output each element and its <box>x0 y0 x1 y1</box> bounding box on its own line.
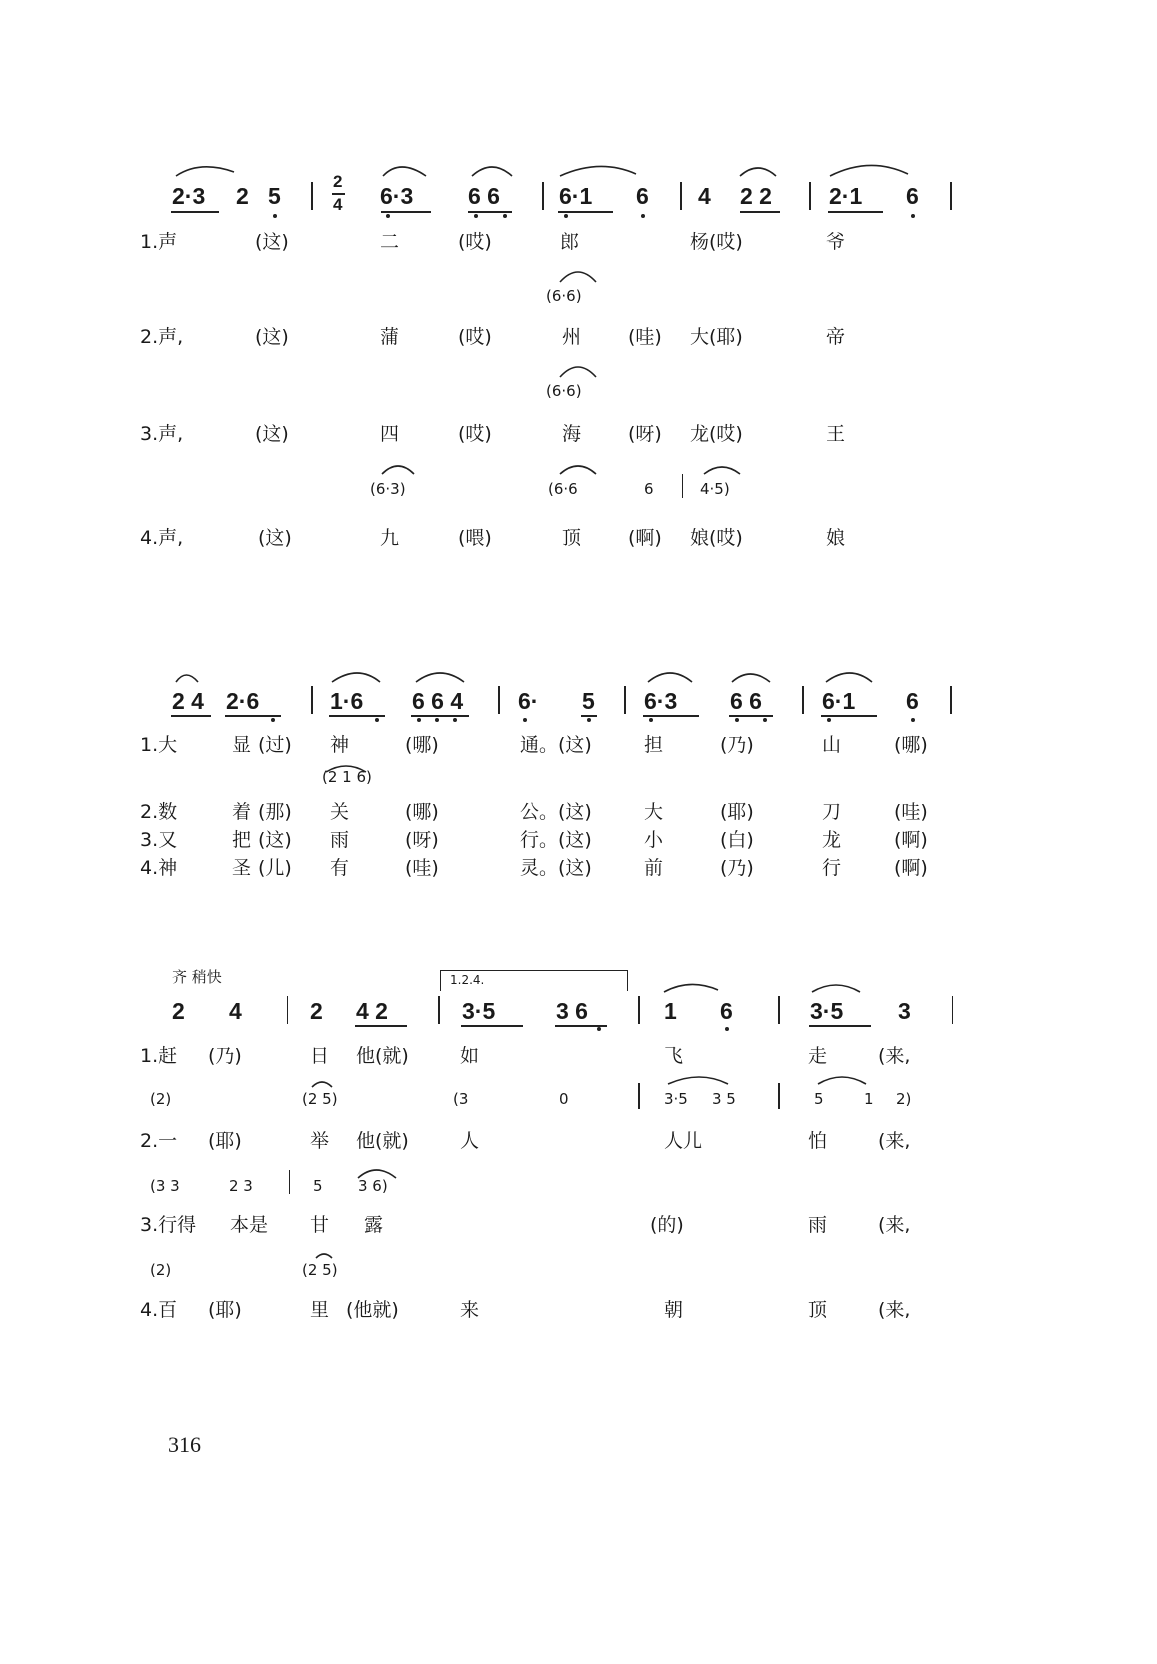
lyric: (啊) <box>894 829 928 851</box>
lyric: 把 <box>232 829 252 851</box>
lyric: (乃) <box>208 1045 242 1067</box>
lyric: 2.声, <box>140 326 184 348</box>
lyric: (来, <box>878 1045 911 1067</box>
underline <box>355 1025 407 1027</box>
octave-dot <box>564 214 568 218</box>
octave-dot <box>587 718 591 722</box>
grace-note: (2 5) <box>302 1261 338 1279</box>
octave-dot <box>435 718 439 722</box>
underline <box>828 211 883 213</box>
lyric: 灵。(这) <box>520 857 592 879</box>
lyric: (耶) <box>208 1299 242 1321</box>
lyric: 本是 <box>230 1214 269 1236</box>
underline <box>729 715 773 717</box>
underline <box>461 1025 523 1027</box>
lyric: (哪) <box>405 801 439 823</box>
lyric: (来, <box>878 1214 911 1236</box>
note: 3·5 <box>810 998 844 1024</box>
barline <box>682 474 683 498</box>
octave-dot <box>735 718 739 722</box>
underline <box>821 715 877 717</box>
lyric: 1.大 <box>140 734 178 756</box>
underline <box>740 211 780 213</box>
grace-note: (2 5) <box>302 1090 338 1108</box>
lyric: 露 <box>364 1214 384 1236</box>
grace-note: 1 <box>864 1090 874 1108</box>
note: 6·3 <box>644 688 678 714</box>
lyric: (的) <box>650 1214 684 1236</box>
lyric: 4.声, <box>140 527 184 549</box>
lyric: (呀) <box>405 829 439 851</box>
lyric: 他(就) <box>356 1045 409 1067</box>
lyric: (这) <box>255 231 289 253</box>
lyric: 小 <box>644 829 664 851</box>
grace-note: (6·6) <box>546 287 582 305</box>
lyric: 神 <box>330 734 350 756</box>
slur <box>740 168 776 176</box>
lyric: 蒲 <box>380 326 400 348</box>
octave-dot <box>503 214 507 218</box>
lyric: (这) <box>255 326 289 348</box>
grace-note: 5 <box>313 1177 323 1195</box>
lyric: 人儿 <box>664 1130 703 1152</box>
note: 6·1 <box>822 688 856 714</box>
barline <box>638 996 640 1024</box>
barline <box>809 182 811 210</box>
barline <box>542 182 544 210</box>
lyric: (哎) <box>458 326 492 348</box>
slur <box>812 985 860 992</box>
note: 1·6 <box>330 688 364 714</box>
slur <box>316 1254 332 1258</box>
lyric: 九 <box>380 527 400 549</box>
underline <box>225 715 281 717</box>
grace-note: 5 <box>814 1090 824 1108</box>
lyric: (这) <box>258 829 292 851</box>
note: 2·6 <box>226 688 260 714</box>
underline <box>171 211 219 213</box>
lyric: (哇) <box>894 801 928 823</box>
note: 4 2 <box>356 998 388 1024</box>
slur <box>560 466 596 474</box>
lyric: (白) <box>720 829 754 851</box>
lyric: (啊) <box>894 857 928 879</box>
lyric: (啊) <box>628 527 662 549</box>
lyric: 3.又 <box>140 829 178 851</box>
slur <box>176 675 198 682</box>
lyric: 如 <box>460 1045 480 1067</box>
underline <box>411 715 469 717</box>
lyric: 四 <box>380 423 400 445</box>
lyric: (呀) <box>628 423 662 445</box>
octave-dot <box>375 718 379 722</box>
note: 2·3 <box>172 183 206 209</box>
time-signature-bottom: 4 <box>333 195 343 214</box>
barline <box>289 1170 290 1194</box>
note: 6· <box>518 688 539 714</box>
note: 3 6 <box>556 998 588 1024</box>
note: 6 6 4 <box>412 688 464 714</box>
lyric: 娘(哎) <box>690 527 743 549</box>
note: 2 4 <box>172 688 204 714</box>
lyric: 4.百 <box>140 1299 178 1321</box>
barline <box>624 686 626 714</box>
lyric: (来, <box>878 1130 911 1152</box>
lyric: 行。(这) <box>520 829 592 851</box>
lyric: (过) <box>258 734 292 756</box>
underline <box>329 715 385 717</box>
slur <box>818 1077 866 1084</box>
grace-note: 2 3 <box>229 1177 253 1195</box>
lyric: (哇) <box>628 326 662 348</box>
slur <box>826 673 872 682</box>
lyric: 甘 <box>310 1214 330 1236</box>
slur <box>560 367 596 377</box>
note: 6·3 <box>380 183 414 209</box>
underline <box>558 211 613 213</box>
lyric: 公。(这) <box>520 801 592 823</box>
octave-dot <box>725 1027 729 1031</box>
underline <box>381 211 431 213</box>
lyric: 人 <box>460 1130 480 1152</box>
octave-dot <box>641 214 645 218</box>
octave-dot <box>271 718 275 722</box>
slur <box>176 167 234 176</box>
lyric: (乃) <box>720 857 754 879</box>
grace-note: 2) <box>896 1090 912 1108</box>
lyric: (喂) <box>458 527 492 549</box>
lyric: (耶) <box>208 1130 242 1152</box>
lyric: 里 <box>310 1299 330 1321</box>
slur <box>668 1077 728 1084</box>
lyric: 显 <box>232 734 252 756</box>
lyric: (儿) <box>258 857 292 879</box>
lyric: 杨(哎) <box>690 231 743 253</box>
lyric: 龙 <box>822 829 842 851</box>
lyric: (哎) <box>458 423 492 445</box>
barline <box>498 686 500 714</box>
note: 5 <box>268 183 281 209</box>
grace-note: 3 5 <box>712 1090 736 1108</box>
lyric: 大(耶) <box>690 326 743 348</box>
lyric: 大 <box>644 801 664 823</box>
slur <box>560 272 596 282</box>
note: 3 <box>898 998 911 1024</box>
grace-note: 4·5) <box>700 480 730 498</box>
underline <box>468 211 512 213</box>
lyric: 3.声, <box>140 423 184 445</box>
grace-note: (2) <box>150 1261 172 1279</box>
note: 1 <box>664 998 677 1024</box>
note: 6 <box>720 998 733 1024</box>
slur <box>332 673 380 682</box>
lyric: 怕 <box>808 1130 828 1152</box>
barline <box>311 182 313 210</box>
lyric: 2.数 <box>140 801 178 823</box>
lyric: 海 <box>562 423 582 445</box>
octave-dot <box>386 214 390 218</box>
note: 4 <box>698 183 711 209</box>
lyric: 来 <box>460 1299 480 1321</box>
slur <box>664 984 718 992</box>
slur <box>648 673 692 682</box>
lyric: 1.赶 <box>140 1045 178 1067</box>
page-number: 316 <box>168 1432 201 1457</box>
lyric: 雨 <box>330 829 350 851</box>
tempo-marking: 齐 稍快 <box>172 968 222 986</box>
barline <box>778 996 780 1024</box>
lyric: 顶 <box>562 527 582 549</box>
lyric: 刀 <box>822 801 842 823</box>
lyric: 3.行得 <box>140 1214 197 1236</box>
underline <box>809 1025 871 1027</box>
lyric: (这) <box>258 527 292 549</box>
time-signature-top: 2 <box>333 172 343 191</box>
lyric: 走 <box>808 1045 828 1067</box>
lyric: 顶 <box>808 1299 828 1321</box>
lyric: 日 <box>310 1045 330 1067</box>
slur <box>704 467 740 474</box>
lyric: 帝 <box>826 326 846 348</box>
grace-note: (3 3 <box>150 1177 180 1195</box>
note: 6 6 <box>468 183 500 209</box>
barline <box>311 686 313 714</box>
lyric: 王 <box>826 423 846 445</box>
lyric: 二 <box>380 231 400 253</box>
octave-dot <box>649 718 653 722</box>
slur <box>382 466 414 474</box>
lyric: 爷 <box>826 231 846 253</box>
lyric: 郎 <box>560 231 580 253</box>
grace-note: 0 <box>559 1090 569 1108</box>
lyric: 着 <box>232 801 252 823</box>
lyric: 行 <box>822 857 842 879</box>
lyric: 有 <box>330 857 350 879</box>
lyric: 朝 <box>664 1299 684 1321</box>
barline <box>287 996 288 1024</box>
note: 4 <box>229 998 242 1024</box>
lyric: 他(就) <box>356 1130 409 1152</box>
lyric: 飞 <box>664 1045 684 1067</box>
note: 2 <box>310 998 323 1024</box>
lyric: 4.神 <box>140 857 178 879</box>
octave-dot <box>911 214 915 218</box>
note: 6 <box>906 688 919 714</box>
lyric: 2.一 <box>140 1130 178 1152</box>
barline <box>952 996 953 1024</box>
note: 2 <box>236 183 249 209</box>
grace-note: (3 <box>453 1090 469 1108</box>
lyric: 通。(这) <box>520 734 592 756</box>
lyric: 龙(哎) <box>690 423 743 445</box>
slur <box>312 1082 332 1087</box>
octave-dot <box>763 718 767 722</box>
lyric: 山 <box>822 734 842 756</box>
lyric: (乃) <box>720 734 754 756</box>
octave-dot <box>827 718 831 722</box>
barline <box>950 686 952 714</box>
slur <box>416 673 464 682</box>
grace-note: (6·3) <box>370 480 406 498</box>
note: 6 <box>636 183 649 209</box>
grace-note: (2) <box>150 1090 172 1108</box>
octave-dot <box>523 718 527 722</box>
barline <box>950 182 952 210</box>
lyric: (那) <box>258 801 292 823</box>
grace-note: 3 6) <box>358 1177 388 1195</box>
barline <box>438 996 440 1024</box>
barline <box>638 1083 640 1109</box>
note: 2 <box>172 998 185 1024</box>
barline <box>802 686 804 714</box>
slur <box>560 166 636 176</box>
octave-dot <box>273 214 277 218</box>
grace-note: (6·6 <box>548 480 578 498</box>
lyric: 前 <box>644 857 664 879</box>
note: 6 <box>906 183 919 209</box>
grace-note: (2 1 6) <box>322 768 372 786</box>
note: 2 2 <box>740 183 772 209</box>
lyric: 州 <box>562 326 582 348</box>
slur <box>830 165 908 176</box>
octave-dot <box>911 718 915 722</box>
underline <box>643 715 699 717</box>
grace-note: 3·5 <box>664 1090 688 1108</box>
lyric: 关 <box>330 801 350 823</box>
lyric: 雨 <box>808 1214 828 1236</box>
volta-label: 1.2.4. <box>450 973 485 987</box>
note: 3·5 <box>462 998 496 1024</box>
lyric: 1.声 <box>140 231 178 253</box>
underline <box>171 715 211 717</box>
octave-dot <box>453 718 457 722</box>
slur <box>472 167 512 176</box>
lyric: 娘 <box>826 527 846 549</box>
octave-dot <box>474 214 478 218</box>
slur <box>383 167 426 176</box>
grace-note: 6 <box>644 480 654 498</box>
lyric: 圣 <box>232 857 252 879</box>
lyric: (哎) <box>458 231 492 253</box>
note: 5 <box>582 688 595 714</box>
lyric: (耶) <box>720 801 754 823</box>
lyric: (哪) <box>405 734 439 756</box>
underline <box>581 715 597 717</box>
octave-dot <box>417 718 421 722</box>
lyric: (他就) <box>346 1299 399 1321</box>
lyric: 担 <box>644 734 664 756</box>
slur <box>732 674 770 682</box>
note: 6 6 <box>730 688 762 714</box>
note: 6·1 <box>559 183 593 209</box>
lyric: 举 <box>310 1130 330 1152</box>
lyric: (来, <box>878 1299 911 1321</box>
grace-note: (6·6) <box>546 382 582 400</box>
barline <box>680 182 682 210</box>
barline <box>778 1083 780 1109</box>
note: 2·1 <box>829 183 863 209</box>
lyric: (这) <box>255 423 289 445</box>
octave-dot <box>597 1027 601 1031</box>
lyric: (哪) <box>894 734 928 756</box>
lyric: (哇) <box>405 857 439 879</box>
